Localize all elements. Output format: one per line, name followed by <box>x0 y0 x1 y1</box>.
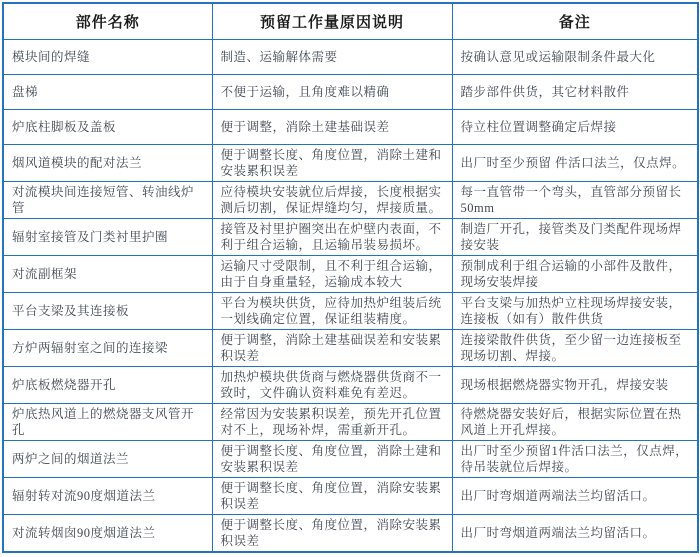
table-row <box>3 144 698 181</box>
cell-reason: 加热炉模块供货商与燃烧器供货商不一致时，文件确认资料难免有差迟。 <box>212 366 452 403</box>
cell-reason: 便于调整长度、角度位置，消除安装累积误差 <box>212 514 452 552</box>
cell-reason: 应待模块安装就位后焊接，长度根据实测后切割，保证焊缝均匀，焊接质量。 <box>212 181 452 218</box>
cell-part-name: 对流副框架 <box>3 255 212 292</box>
cell-remark: 按确认意见或运输限制条件最大化 <box>452 39 698 74</box>
cell-part-name: 模块间的焊缝 <box>3 39 212 74</box>
cell-part-name: 平台支梁及其连接板 <box>3 292 212 329</box>
cell-remark: 出厂时弯烟道两端法兰均留活口。 <box>452 477 698 514</box>
cell-part-name: 方炉两辐射室之间的连接梁 <box>3 329 212 366</box>
table-row <box>3 292 698 329</box>
cell-remark: 出厂时弯烟道两端法兰均留活口。 <box>452 514 698 552</box>
cell-remark: 现场根据燃烧器实物开孔，焊接安装 <box>452 366 698 403</box>
table-body <box>3 39 698 552</box>
cell-remark: 每一直管带一个弯头，直管部分预留长50mm <box>452 181 698 218</box>
cell-remark: 待燃烧器安装好后，根据实际位置在热风道上开孔焊接。 <box>452 403 698 440</box>
table-row <box>3 366 698 403</box>
cell-part-name: 炉底板燃烧器开孔 <box>3 366 212 403</box>
cell-part-name: 辐射转对流90度烟道法兰 <box>3 477 212 514</box>
header-row <box>3 3 698 39</box>
cell-remark: 制造厂开孔，接管类及门类配件现场焊接安装 <box>452 218 698 255</box>
cell-remark: 预制成利于组合运输的小部件及散件，现场安装焊接 <box>452 255 698 292</box>
table-row <box>3 74 698 109</box>
cell-reason: 运输尺寸受限制，且不利于组合运输，由于自身重量轻，运输成本较大 <box>212 255 452 292</box>
cell-part-name: 盘梯 <box>3 74 212 109</box>
header-remark: 备注 <box>452 3 698 39</box>
cell-reason: 制造、运输解体需要 <box>212 39 452 74</box>
cell-part-name: 对流转烟囱90度烟道法兰 <box>3 514 212 552</box>
cell-reason: 便于调整，消除土建基础误差 <box>212 109 452 144</box>
cell-remark: 出厂时至少预留 件活口法兰，仅点焊。 <box>452 144 698 181</box>
cell-part-name: 炉底柱脚板及盖板 <box>3 109 212 144</box>
cell-reason: 便于调整长度、角度位置，消除安装累积误差 <box>212 477 452 514</box>
cell-remark: 连接梁散件供货，至少留一边连接板至现场切割、焊接。 <box>452 329 698 366</box>
cell-reason: 接管及衬里护圈突出在炉壁内表面，不利于组合运输，且运输吊装易损坏。 <box>212 218 452 255</box>
cell-remark: 待立柱位置调整确定后焊接 <box>452 109 698 144</box>
table-row <box>3 329 698 366</box>
cell-remark: 出厂时至少预留1件活口法兰，仅点焊，待吊装就位后焊接。 <box>452 440 698 477</box>
cell-reason: 平台为模块供货，应待加热炉组装后统一划线确定位置，保证组装精度。 <box>212 292 452 329</box>
table-row <box>3 39 698 74</box>
cell-reason: 便于调整长度、角度位置，消除土建和安装累积误差 <box>212 440 452 477</box>
cell-reason: 不便于运输，且角度难以精确 <box>212 74 452 109</box>
table-row <box>3 440 698 477</box>
cell-part-name: 辐射室接管及门类衬里护圈 <box>3 218 212 255</box>
cell-part-name: 烟风道模块的配对法兰 <box>3 144 212 181</box>
cell-part-name: 炉底热风道上的燃烧器支风管开孔 <box>3 403 212 440</box>
table-header <box>3 3 698 39</box>
parts-reserved-work-table <box>2 2 699 553</box>
header-part-name: 部件名称 <box>3 3 212 39</box>
cell-reason: 经常因为安装累积误差，预先开孔位置对不上，现场补焊，需重新开孔。 <box>212 403 452 440</box>
table-row <box>3 514 698 552</box>
table-row <box>3 218 698 255</box>
cell-part-name: 两炉之间的烟道法兰 <box>3 440 212 477</box>
table-row <box>3 181 698 218</box>
cell-part-name: 对流模块间连接短管、转油线炉管 <box>3 181 212 218</box>
header-reason: 预留工作量原因说明 <box>212 3 452 39</box>
cell-remark: 踏步部件供货，其它材料散件 <box>452 74 698 109</box>
table-row <box>3 403 698 440</box>
table-row <box>3 255 698 292</box>
cell-remark: 平台支梁与加热炉立柱现场焊接安装，连接板（如有）散件供货 <box>452 292 698 329</box>
table-row <box>3 477 698 514</box>
cell-reason: 便于调整，消除土建基础误差和安装累积误差 <box>212 329 452 366</box>
table-row <box>3 109 698 144</box>
cell-reason: 便于调整长度、角度位置，消除土建和安装累积误差 <box>212 144 452 181</box>
